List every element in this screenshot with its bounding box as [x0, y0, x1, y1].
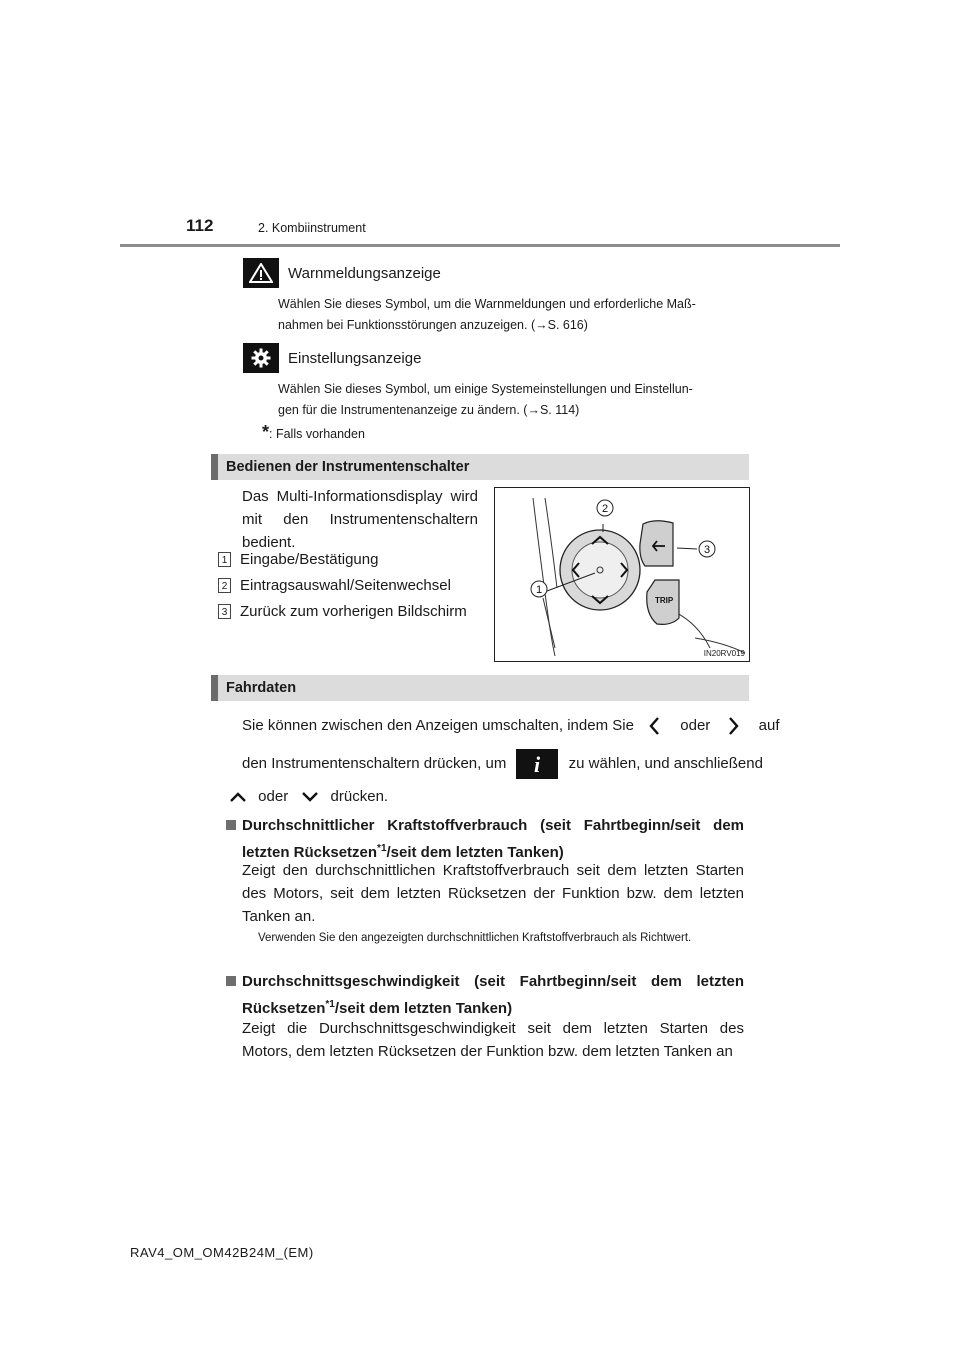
settings-description: Wählen Sie dieses Symbol, um einige Systemeinstellungen und Einstellun- gen für die Instrumentenanzeige zu ändern. (→S. 114) — [278, 382, 693, 417]
steering-switch-figure — [494, 487, 750, 662]
item-label: Zurück zum vorherigen Bildschirm — [240, 603, 467, 620]
callout-2: 2 — [601, 503, 609, 515]
warning-description: Wählen Sie dieses Symbol, um die Warnmeldungen und erforderliche Maß- nahmen bei Funktionsstörungen anzuzeigen. (→S. 616) — [278, 297, 696, 332]
callout-1: 1 — [535, 584, 543, 596]
svg-text:i: i — [534, 752, 541, 777]
list-item — [218, 603, 467, 620]
callout-3: 3 — [703, 544, 711, 556]
fuel-consumption-note: Verwenden Sie den angezeigten durchschnittlichen Kraftstoffverbrauch als Richtwert. — [258, 932, 692, 944]
warning-icon — [243, 258, 279, 288]
item-number: 3 — [218, 604, 231, 619]
average-speed-body: Zeigt die Durchschnittsgeschwindigkeit seit dem letzten Starten des Motors, dem letzten Rücksetzen der Funktion bzw. dem letzten Tanken an — [242, 1020, 744, 1060]
chevron-up-icon — [228, 790, 248, 804]
item-label: Eintragsauswahl/Seitenwechsel — [240, 577, 451, 594]
fuel-consumption-body: Zeigt den durchschnittlichen Kraftstoffverbrauch seit dem letzten Starten des Motors, seit dem letzten Rücksetzen der Funktion bzw. dem letzten Tanken an. — [242, 862, 744, 925]
item-number: 2 — [218, 578, 231, 593]
switch-instruction-line2: den Instrumentenschaltern drücken, um i zu wählen, und anschließend — [242, 749, 763, 779]
section-heading-fahrdaten: Fahrdaten — [211, 675, 749, 701]
bullet-marker — [226, 976, 236, 986]
section-heading-instrument-switches: Bedienen der Instrumentenschalter — [211, 454, 749, 480]
info-icon — [516, 749, 558, 779]
footnote: *: Falls vorhanden — [262, 422, 365, 442]
section1-intro: Das Multi-Informationsdisplay wird mit den Instrumentenschaltern bedient. — [242, 488, 478, 551]
switch-instruction-line1: Sie können zwischen den Anzeigen umschalten, indem Sie oder auf — [242, 714, 780, 737]
gear-icon — [243, 343, 279, 373]
figure-code: IN20RV019 — [703, 649, 745, 658]
warning-label: Warnmeldungsanzeige — [288, 265, 441, 282]
item-label: Eingabe/Bestätigung — [240, 551, 379, 568]
chevron-down-icon — [300, 790, 320, 804]
list-item — [218, 577, 451, 594]
trip-label: TRIP — [655, 596, 674, 605]
chapter-title: 2. Kombiinstrument — [258, 221, 366, 235]
settings-label: Einstellungsanzeige — [288, 350, 422, 367]
page-number: 112 — [186, 216, 214, 235]
header-divider — [120, 244, 840, 247]
fuel-consumption-heading: Durchschnittlicher Kraftstoffverbrauch (seit Fahrtbeginn/seit dem letzten Rücksetzen$^{*1}$/seit dem letzten Tanken) — [226, 814, 744, 864]
item-number: 1 — [218, 552, 231, 567]
chevron-left-icon — [648, 715, 662, 737]
list-item — [218, 551, 378, 568]
average-speed-heading: Durchschnittsgeschwindigkeit (seit Fahrtbeginn/seit dem letzten Rücksetzen$^{*1}$/seit dem letzten Tanken) — [226, 970, 744, 1020]
document-code: RAV4_OM_OM42B24M_(EM) — [130, 1245, 314, 1260]
bullet-marker — [226, 820, 236, 830]
chevron-right-icon — [726, 715, 740, 737]
switch-instruction-line3: oder drücken. — [228, 785, 388, 808]
